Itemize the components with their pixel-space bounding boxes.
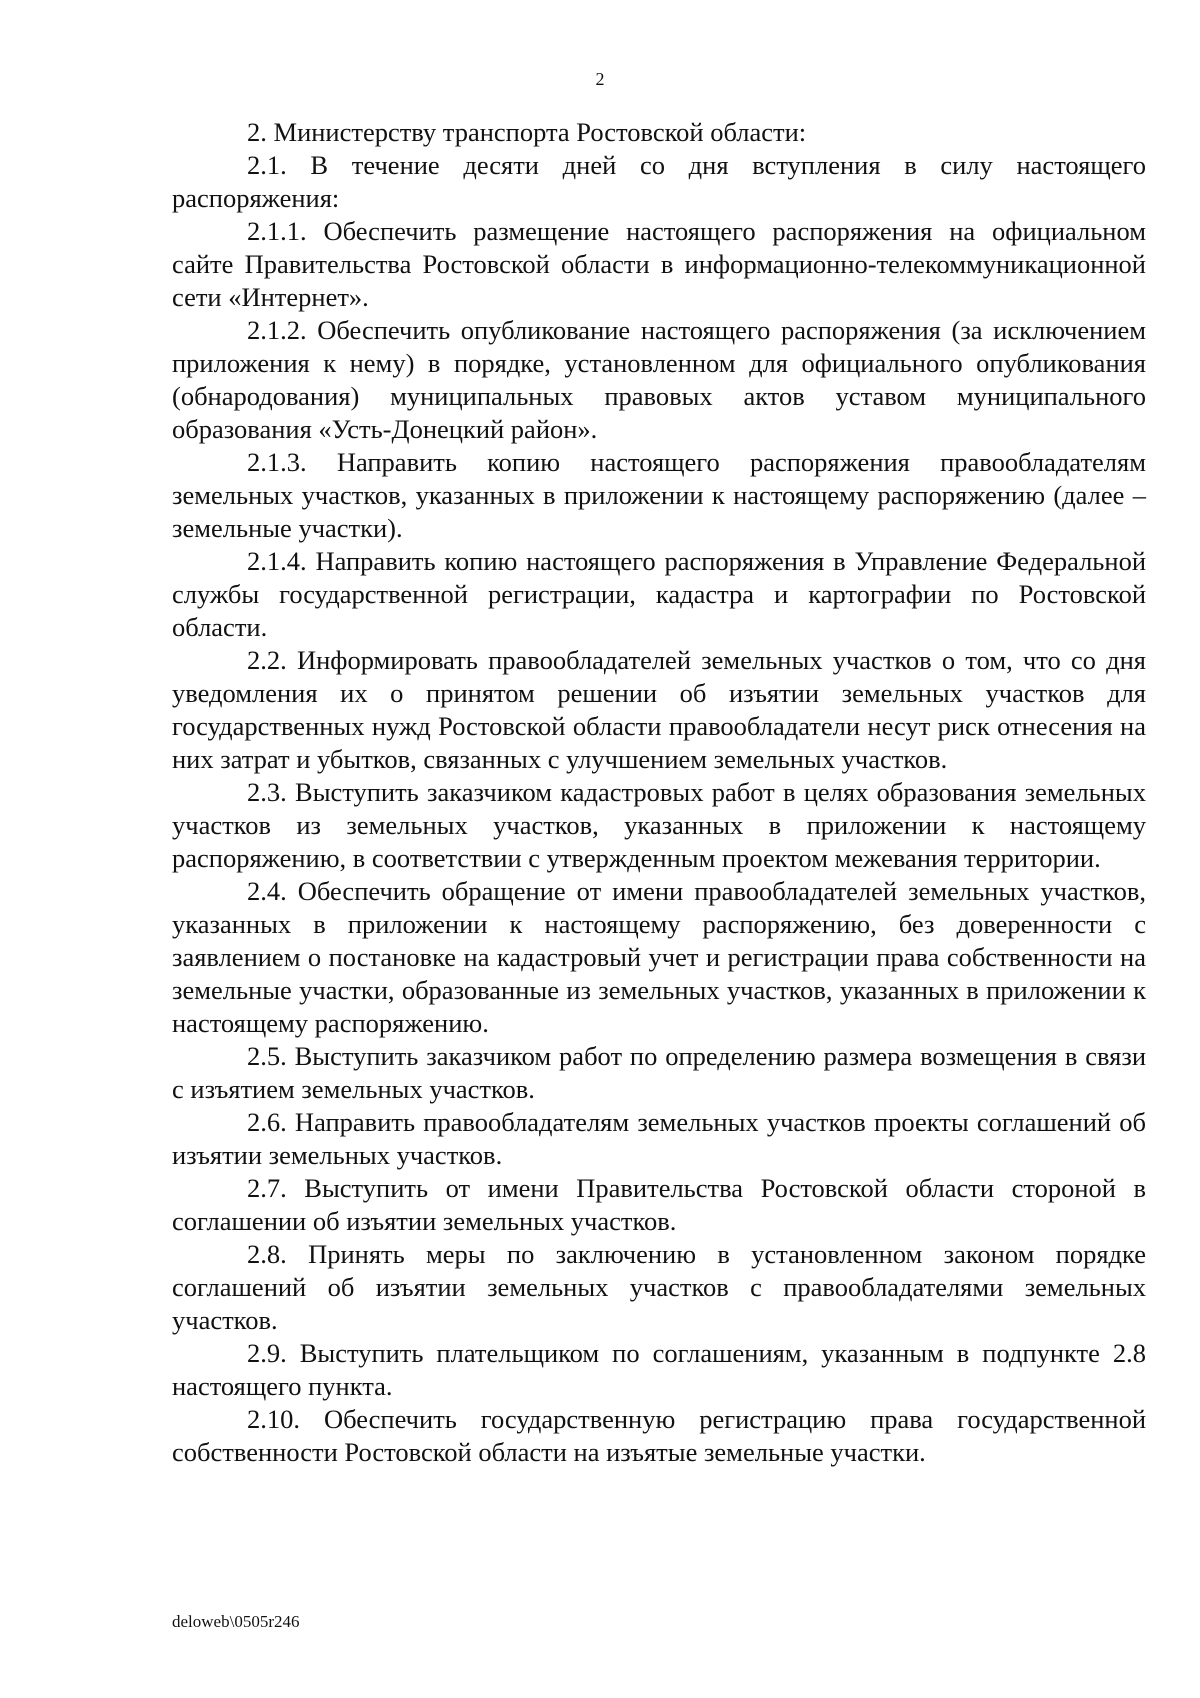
paragraph-2-6: 2.6. Направить правообладателям земельных участков проекты соглашений об изъятии земельных участков. bbox=[172, 1107, 1146, 1170]
paragraph-2: 2. Министерству транспорта Ростовской области: bbox=[247, 117, 807, 147]
document-body bbox=[172, 116, 1146, 1469]
paragraph-2-7: 2.7. Выступить от имени Правительства Ростовской области стороной в соглашении об изъятии земельных участков. bbox=[172, 1173, 1146, 1236]
paragraph-2-5: 2.5. Выступить заказчиком работ по определению размера возмещения в связи с изъятием земельных участков. bbox=[172, 1041, 1146, 1104]
paragraph-2-1-3: 2.1.3. Направить копию настоящего распоряжения правообладателям земельных участков, указанных в приложении к настоящему распоряжению (далее – земельные участки). bbox=[172, 447, 1146, 543]
paragraph-2-2: 2.2. Информировать правообладателей земельных участков о том, что со дня уведомления их о принятом решении об изъятии земельных участков для государственных нужд Ростовской области правообладатели несут риск отнесения на них затрат и убытков, связанных с улучшением земельных участков. bbox=[172, 645, 1146, 774]
paragraph-2-1-1: 2.1.1. Обеспечить размещение настоящего распоряжения на официальном сайте Правительства Ростовской области в информационно-телекоммуникационной сети «Интернет». bbox=[172, 216, 1146, 312]
paragraph-2-1-4: 2.1.4. Направить копию настоящего распоряжения в Управление Федеральной службы государственной регистрации, кадастра и картографии по Ростовской области. bbox=[172, 546, 1146, 642]
paragraph-2-3: 2.3. Выступить заказчиком кадастровых работ в целях образования земельных участков из земельных участков, указанных в приложении к настоящему распоряжению, в соответствии с утвержденным проектом межевания территории. bbox=[172, 777, 1146, 873]
paragraph-2-4: 2.4. Обеспечить обращение от имени правообладателей земельных участков, указанных в приложении к настоящему распоряжению, без доверенности с заявлением о постановке на кадастровый учет и регистрации права собственности на земельные участки, образованные из земельных участков, указанных в приложении к настоящему распоряжению. bbox=[172, 876, 1146, 1038]
document-footer-code: deloweb\0505r246 bbox=[172, 1612, 300, 1631]
paragraph-2-8: 2.8. Принять меры по заключению в установленном законом порядке соглашений об изъятии земельных участков с правообладателями земельных участков. bbox=[172, 1239, 1146, 1335]
paragraph-2-1-2: 2.1.2. Обеспечить опубликование настоящего распоряжения (за исключением приложения к нему) в порядке, установленном для официального опубликования (обнародования) муниципальных правовых актов уставом муниципального образования «Усть-Донецкий район». bbox=[172, 315, 1146, 444]
paragraph-2-9: 2.9. Выступить плательщиком по соглашениям, указанным в подпункте 2.8 настоящего пункта. bbox=[172, 1338, 1146, 1401]
page-number: 2 bbox=[595, 69, 605, 89]
paragraph-2-1: 2.1. В течение десяти дней со дня вступления в силу настоящего распоряжения: bbox=[172, 150, 1146, 213]
paragraph-2-10: 2.10. Обеспечить государственную регистрацию права государственной собственности Ростовской области на изъятые земельные участки. bbox=[172, 1404, 1146, 1467]
